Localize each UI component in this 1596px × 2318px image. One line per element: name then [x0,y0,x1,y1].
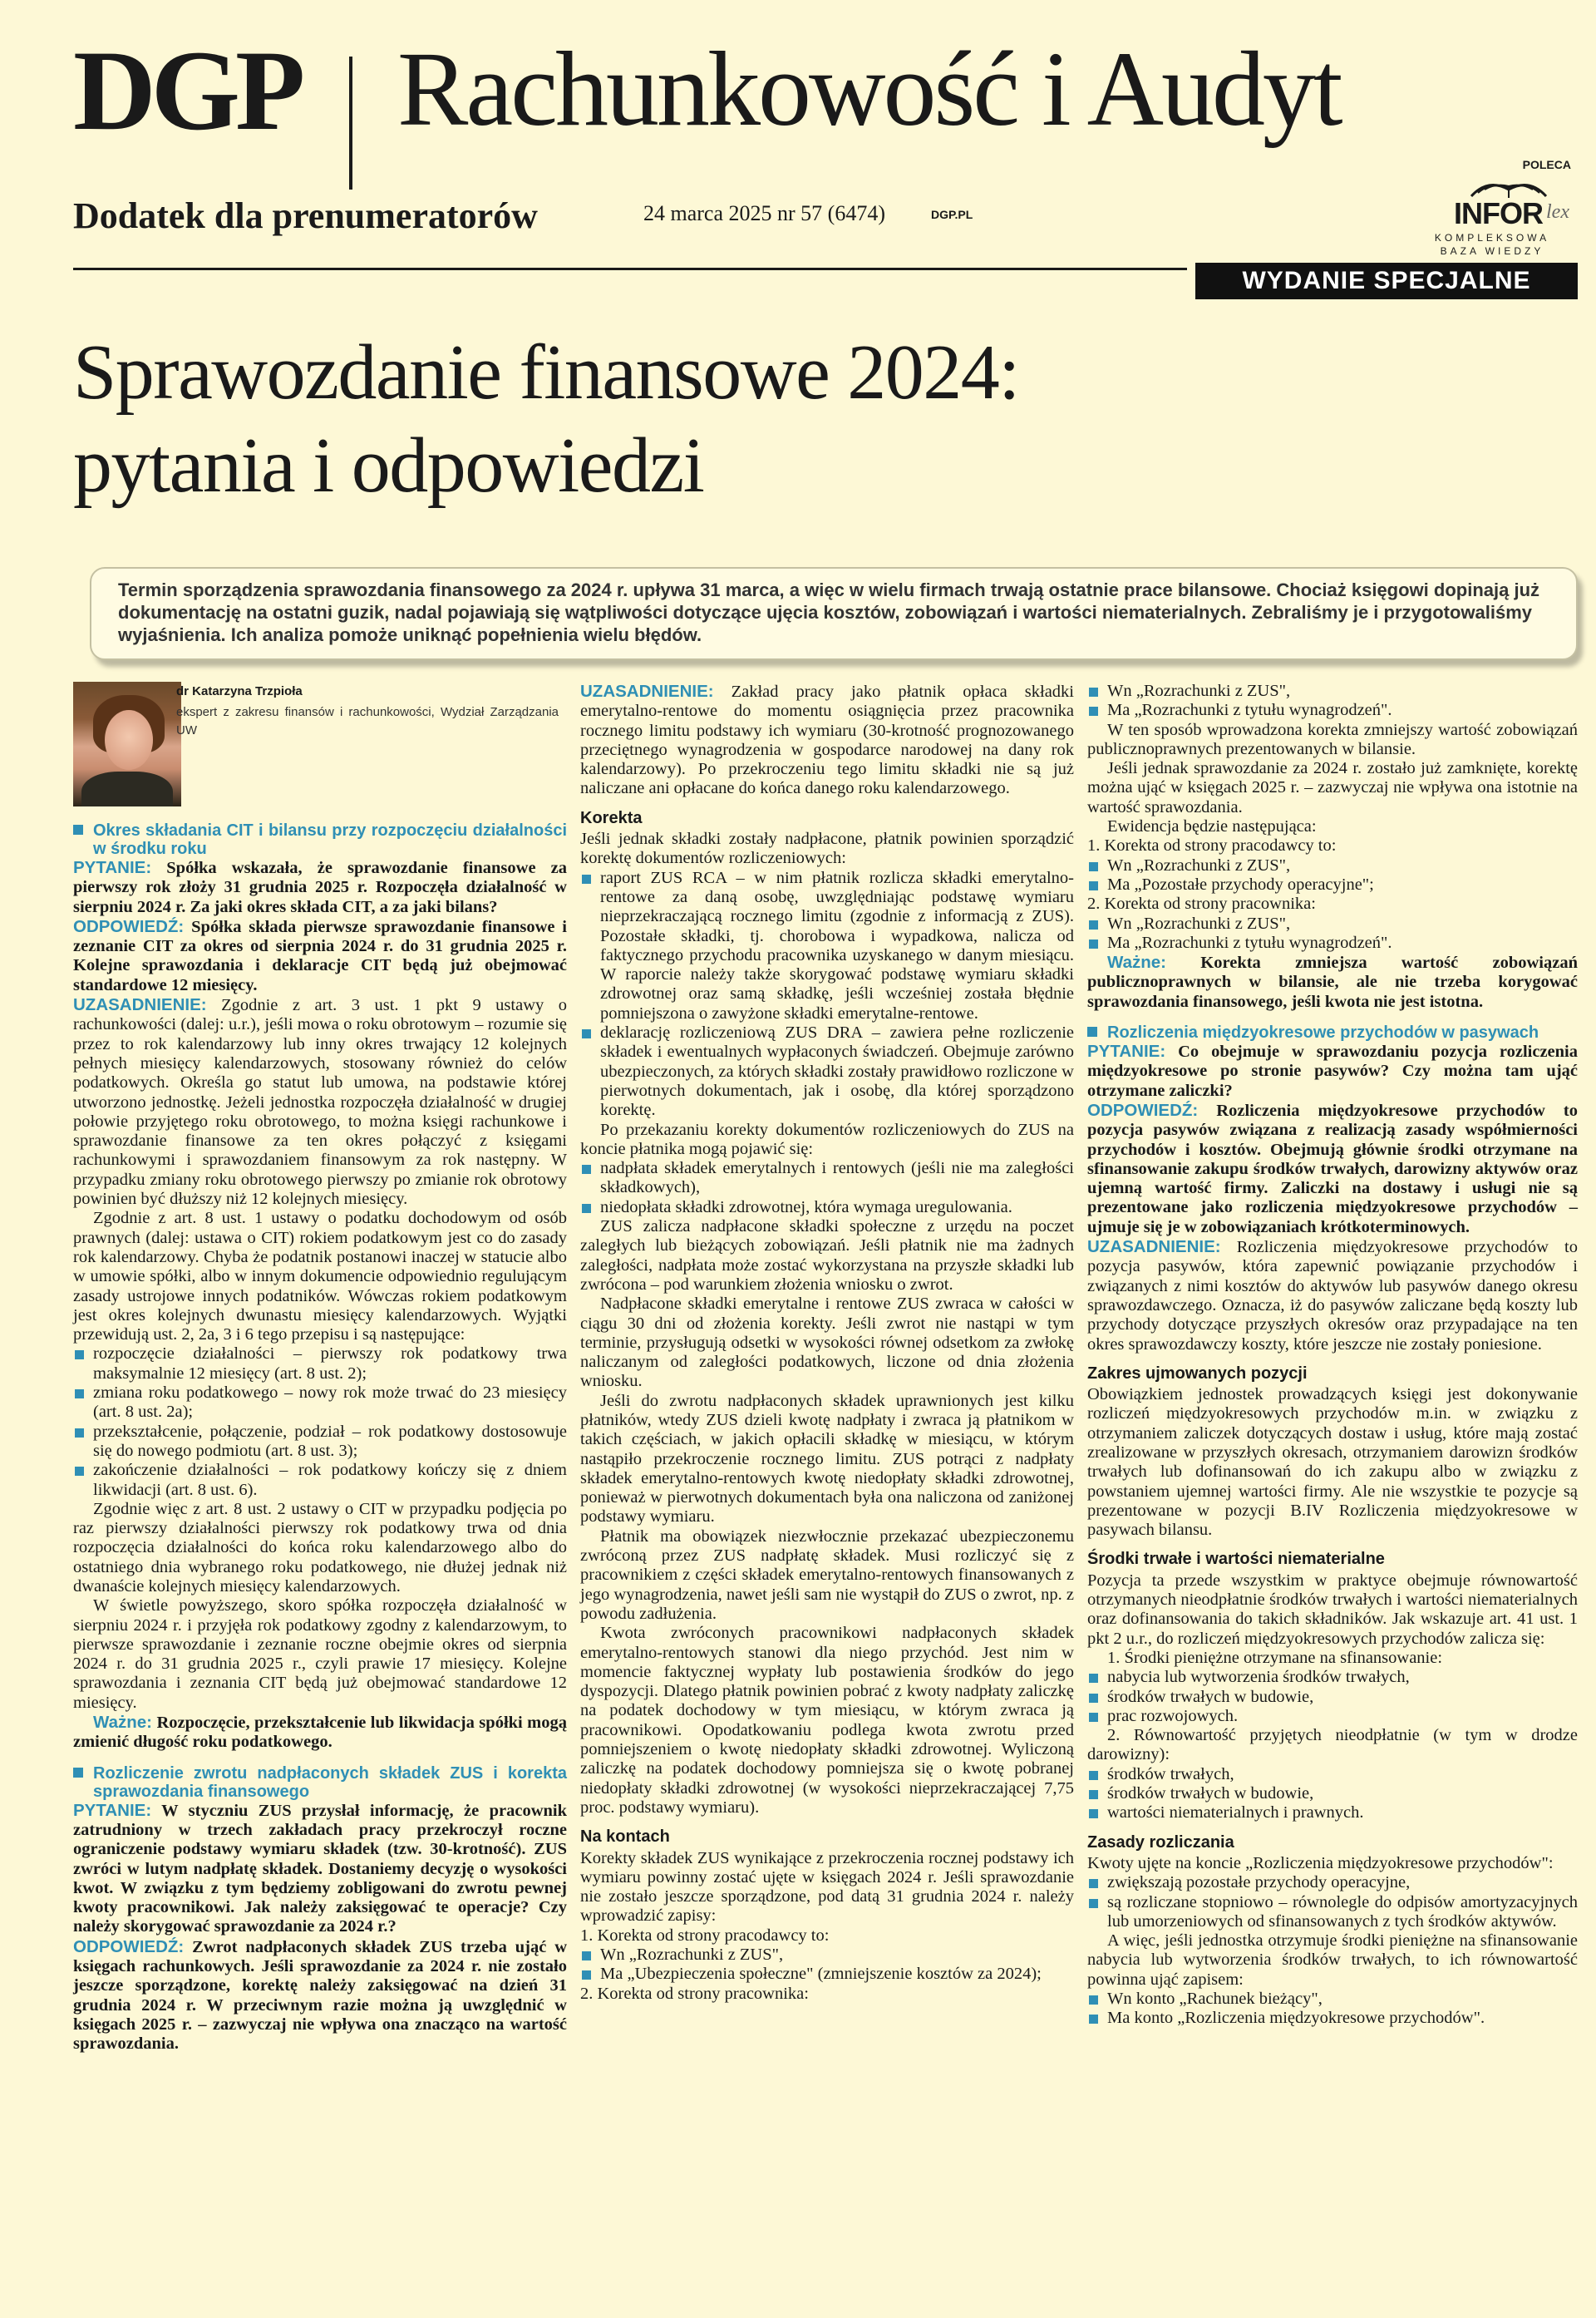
list-item: Ma konto „Rozliczenia międzyokresowe przychodów". [1087,2009,1578,2028]
recommends-label: POLECA [1522,158,1571,171]
square-bullet-icon [582,1951,591,1960]
paragraph: Płatnik ma obowiązek niezwłocznie przekazać ubezpieczonemu zwróconą przez ZUS nadpłatę składek. Musi rozliczyć się z pracownikiem z części składek emerytalno-rentowych finansowanych z jego wynagrodzenia, nawet jeśli sam nie wystąpił do ZUS o zwrot, np. z powodu zadłużenia. [580,1526,1074,1623]
square-bullet-icon [582,1204,591,1213]
paragraph: Zgodnie z art. 8 ust. 1 ustawy o podatku dochodowym od osób prawnych (dalej: ustawa o CIT) rokiem podatkowym jest co do zasady rok kalendarzowy. Chyba że podatnik postanowi inaczej w statucie albo w umowie spółki, albo w innym dokumencie odpowiednio regulującym zasady ustrojowe innych podatników. Wówczas rokiem podatkowym jest okres kolejnych dwunastu miesięcy kalendarzowych. Wyjątki przewidują ust. 2, 2a, 3 i 6 tego przepisu i są następujące: [73,1209,567,1344]
list-item: środków trwałych, [1087,1765,1578,1784]
paragraph: Pozycja ta przede wszystkim w praktyce obejmuje równowartość otrzymanych nieodpłatnie środków trwałych i wartości niematerialnych oraz dofinansowania do takich składników. Jak wskazuje art. 41 ust. 1 pkt 2 u.r., do rozliczeń międzyokresowych przychodów zalicza się: [1087,1571,1578,1648]
masthead-rule [73,268,1187,270]
square-bullet-icon [1089,707,1098,716]
paragraph: A więc, jeśli jednostka otrzymuje środki pieniężne na sfinansowanie nabycia lub wytworzenia środków trwałych, to ich równowartość powinna ująć zapisem: [1087,1931,1578,1989]
square-bullet-icon [1089,862,1098,871]
list-item: przekształcenie, połączenie, podział – rok podatkowy dostosowuje się do nowego podmiotu (art. 8 ust. 3); [73,1423,567,1462]
question: PYTANIE: Spółka wskazała, że sprawozdanie finansowe za pierwszy rok złoży 31 grudnia 2025 r. Rozpoczęła działalność w sierpniu 2024 r. Za jaki okres składa CIT, a za jaki bilans? [73,858,568,916]
list-item: niedopłata składki zdrowotnej, która wymaga uregulowania. [580,1198,1074,1217]
special-edition-badge: WYDANIE SPECJALNE [1195,263,1578,299]
list-item: Wn „Rozrachunki z ZUS", [1087,682,1578,701]
article-headline [73,326,1536,512]
square-bullet-icon [1089,1899,1098,1908]
topic-heading: Rozliczenie zwrotu nadpłaconych składek ZUS i korekta sprawozdania finansowego [73,1764,567,1801]
important-note: Ważne: Rozpoczęcie, przekształcenie lub likwidacja spółki mogą zmienić długość roku podatkowego. [73,1713,568,1752]
square-bullet-icon [1089,1790,1098,1799]
partner-logo-suffix: lex [1546,201,1569,223]
author-photo [73,682,181,806]
paragraph: Po przekazaniu korekty dokumentów rozliczeniowych do ZUS na koncie płatnika mogą pojawić się: [580,1120,1074,1158]
subheading: Środki trwałe i wartości niematerialne [1087,1550,1385,1569]
paragraph: Nadpłacone składki emerytalne i rentowe ZUS zwraca w całości w ciągu 30 dni od złożenia korekty. Jeśli zwrot nie nastąpi w tym terminie, przysługują odsetki w wysokości równej odsetkom za zwłokę naliczanym od zaległości podatkowych, liczone od dnia złożenia wniosku. [580,1295,1074,1391]
subline [73,170,1303,236]
brand-logo[interactable]: DGP [73,27,301,154]
list-item: zmiana roku podatkowego – nowy rok może trwać do 23 miesięcy (art. 8 ust. 2a); [73,1383,567,1423]
square-bullet-icon [1089,1713,1098,1722]
list-item: Ma „Rozrachunki z tytułu wynagrodzeń". [1087,701,1578,720]
article-lead: Termin sporządzenia sprawozdania finansowego za 2024 r. upływa 31 marca, a więc w wielu firmach trwają ostatnie prace bilansowe. Chociaż księgowi dopinają już dokumentację na ostatni guzik, nadal pojawiają się wątpliwości dotyczące ujęcia kosztów, zobowiązań i wartości niematerialnych. Zebraliśmy je i przygotowaliśmy wyjaśnienia. Ich analiza pomoże uniknąć popełnienia wielu błędów. [90,567,1578,660]
square-bullet-icon [582,875,591,884]
square-bullet-icon [582,1029,591,1038]
list-item: nabycia lub wytworzenia środków trwałych, [1087,1668,1578,1687]
list-item: zwiększają pozostałe przychody operacyjne, [1087,1873,1578,1892]
paragraph: Jeśli do zwrotu nadpłaconych składek uprawnionych jest kilku płatników, wtedy ZUS dzieli kwotę nadpłaty i zwraca ją płatnikom w takich częściach, w jakich opłacili składkę w miesiącu, w którym nastąpiło przekroczenie rocznego limitu. ZUS potrąci z nadpłaty składek emerytalno-rentowych kwotę niedopłaty składki zdrowotnej, ponieważ w pierwotnych dokumentach była ona naliczona od zaniżonej podstawy wymiaru. [580,1391,1074,1526]
paragraph: Kwoty ujęte na koncie „Rozliczenia międzyokresowe przychodów": [1087,1853,1554,1872]
subheading: Korekta [580,808,643,827]
justification: UZASADNIENIE: Rozliczenia międzyokresowe przychodów to pozycja pasywów, która zapewnić powiązanie przychodów i związanych z nimi kosztów do aktywów lub pasywów danego okresu sprawozdawczego. Oznacza, iż do pasywów zaliczane będą koszty lub przychody dotyczące przyszłych okresów oraz przypadające na ten okres sprawozdawczy koszty, które jeszcze nie zostały poniesione. [1087,1237,1578,1354]
topic-heading: Rozliczenia międzyokresowe przychodów w pasywach [1087,1023,1578,1042]
square-bullet-icon [1089,688,1098,697]
paragraph: 1. Korekta od strony pracodawcy to: [580,1926,830,1945]
article-body [0,682,1596,2303]
list-item: środków trwałych w budowie, [1087,1688,1578,1707]
square-bullet-icon [1089,1674,1098,1683]
paragraph: ZUS zalicza nadpłacone składki społeczne z urzędu na poczet zaległych lub bieżących zobowiązań. Jeśli płatnik nie ma żadnych zaległości, nadpłata może zostać wykorzystana na przyszłe składki lub zwrócona – pod warunkiem złożenia wniosku o zwrot. [580,1217,1074,1294]
answer: ODPOWIEDŹ: Spółka składa pierwsze sprawozdanie finansowe i zeznanie CIT za okres od sierpnia 2024 r. do 31 grudnia 2025 r. Kolejne sprawozdania i deklaracje CIT będą już obejmować standardowe 12 miesięcy. [73,916,567,994]
list-item: są rozliczane stopniowo – równolegle do odpisów amortyzacyjnych lub umorzeniowych od sfinansowanych z tych środków aktywów. [1087,1893,1578,1932]
column-2 [580,682,1074,2004]
square-bullet-icon [1089,1809,1098,1818]
partner-tagline: KOMPLEKSOWA BAZA WIEDZY [1434,232,1550,257]
list-item: Ma „Pozostałe przychody operacyjne"; [1087,875,1578,895]
subheading: Zakres ujmowanych pozycji [1087,1364,1308,1383]
list-item: Wn „Rozrachunki z ZUS", [580,1946,1074,1965]
square-bullet-icon [75,1428,84,1438]
supplement-label: Dodatek dla prenumeratorów [73,195,538,236]
list-item: Wn „Rozrachunki z ZUS", [1087,915,1578,934]
answer: ODPOWIEDŹ: Zwrot nadpłaconych składek ZUS trzeba ująć w księgach rachunkowych. Jeśli sprawozdanie za 2024 r. nie zostało jeszcze sporządzone, korektę należy zaksięgować na dzień 31 grudnia 2024 r. W przeciwnym razie można ją uwzględnić w księgach 2025 r. – zazwyczaj nie wpływa ona znacząco na wartość sprawozdania. [73,1936,567,2054]
list-item: Ma „Rozrachunki z tytułu wynagrodzeń". [1087,934,1578,953]
list-item: środków trwałych w budowie, [1087,1784,1578,1803]
square-bullet-icon [1089,940,1098,949]
square-bullet-icon [1087,1027,1097,1037]
square-bullet-icon [75,1467,84,1476]
square-bullet-icon [582,1970,591,1980]
column-3 [1087,682,1578,2029]
square-bullet-icon [73,825,83,835]
section-title: Rachunkowość i Audyt [397,30,1341,148]
square-bullet-icon [1089,1771,1098,1780]
headline-line-1: Sprawozdanie finansowe 2024: [73,329,1019,416]
partner-logo[interactable]: INFOR [1454,196,1543,230]
list-item: Wn konto „Rachunek bieżący", [1087,1990,1578,2009]
square-bullet-icon [1089,2015,1098,2024]
important-note: Ważne: Korekta zmniejsza wartość zobowiązań publicznoprawnych w bilansie, ale nie trzeba korygować sprawozdania finansowego, jeśli kwota nie jest istotna. [1087,953,1578,1011]
paragraph: Kwota zwróconych pracownikowi nadpłaconych składek emerytalno-rentowych stanowi dla niego przychód. Jest nim w momencie faktycznej wypłaty lub postawienia środków do jego dyspozycji. Dlatego płatnik powinien pobrać z kwoty nadpłaty zaliczkę na podatek dochodowy w tym miesiącu, w którym zwraca ją pracownikowi. Opodatkowaniu podlega kwota zwrotu przed pomniejszeniem o kwotę niedopłaty składki zdrowotnej. Wyliczoną zaliczkę na podatek dochodowy pomniejsza się o kwotę pobranej niedopłaty składki zdrowotnej (w wysokości nieprzekraczającej 7,75 proc. podstawy wymiaru). [580,1624,1074,1817]
paragraph: Obowiązkiem jednostek prowadzących księgi jest dokonywanie rozliczeń międzyokresowych przychodów m.in. w związku z otrzymaniem zaliczek dotyczących dostaw i usług, które mają zostać zrealizowane w przyszłych okresach, otrzymaniem darowizn środków trwałych lub dofinansowań do ich zakupu albo w związku z powstaniem ujemnej wartości firmy. Ale nie wszystkie te pozycje są prezentowane w pozycji B.IV Rozliczenia międzyokresowe w pasywach bilansu. [1087,1385,1578,1540]
square-bullet-icon [73,1768,83,1778]
author-bio: ekspert z zakresu finansów i rachunkowości, Wydział Zarządzania UW [176,705,559,737]
headline-line-2: pytania i odpowiedzi [73,422,704,509]
subheading: Zasady rozliczania [1087,1832,1234,1852]
square-bullet-icon [1089,920,1098,930]
list-item: Wn „Rozrachunki z ZUS", [1087,856,1578,875]
column-1 [73,682,567,2054]
paragraph: Jeśli jednak sprawozdanie za 2024 r. zostało już zamknięte, korektę można ująć w księgach 2025 r. – zazwyczaj nie wpływa ona istotnie na wartość sprawozdania. [1087,759,1578,816]
paragraph: Zgodnie więc z art. 8 ust. 2 ustawy o CIT w przypadku podjęcia po raz pierwszy działalności pierwszy rok podatkowy trwa od dnia rozpoczęcia działalności do końca roku kalendarzowego albo do ostatniego dnia wybranego roku podatkowego, nie dłużej jednak niż dwanaście kolejnych miesięcy kalendarzowych. [73,1499,567,1595]
open-book-icon [1463,171,1554,200]
paragraph: W ten sposób wprowadzona korekta zmniejszy wartość zobowiązań publicznoprawnych prezentowanych w bilansie. [1087,720,1578,758]
subheading: Na kontach [580,1827,670,1847]
square-bullet-icon [75,1389,84,1398]
paragraph: Ewidencja będzie następująca: [1107,817,1317,836]
paragraph: 2. Równowartość przyjętych nieodpłatnie (w tym w drodze darowizny): [1087,1726,1578,1764]
list-item: zakończenie działalności – rok podatkowy kończy się z dniem likwidacji (art. 8 ust. 6). [73,1461,567,1500]
question: PYTANIE: Co obejmuje w sprawozdaniu pozycja rozliczenia międzyokresowe po stronie pasywów? Czy można tam ująć otrzymane zaliczki? [1087,1042,1579,1100]
square-bullet-icon [1089,1694,1098,1703]
topic-heading: Okres składania CIT i bilansu przy rozpoczęciu działalności w środku roku [73,821,567,858]
square-bullet-icon [1089,881,1098,890]
square-bullet-icon [1089,1995,1098,2005]
list-item: nadpłata składek emerytalnych i rentowych (jeśli nie ma zaległości składkowych), [580,1159,1074,1198]
list-item: raport ZUS RCA – w nim płatnik rozlicza składki emerytalno-rentowe za daną osobę, uwzględniając podstawę wymiaru nieprzekraczającą rocznego limitu (zgodnie z informacją z ZUS). Pozostałe składki, tj. chorobowa i wypadkowa, nalicza od faktycznego przychodu pracownika uzyskanego w danym miesiącu. W raporcie należy także skorygować podstawę wymiaru składki zdrowotnej oraz samą składkę, jeśli wcześniej została błędnie pomniejszona o zawyżone składki emerytalne-rentowe. [580,869,1074,1023]
partner-block [1413,158,1571,266]
author-name: dr Katarzyna Trzpioła [176,684,303,698]
list-item: wartości niematerialnych i prawnych. [1087,1803,1578,1822]
list-item: prac rozwojowych. [1087,1707,1578,1726]
paragraph: 2. Korekta od strony pracownika: [1087,895,1316,914]
list-item: rozpoczęcie działalności – pierwszy rok podatkowy trwa maksymalnie 12 miesięcy (art. 8 ust. 2); [73,1344,567,1383]
paragraph: W świetle powyższego, skoro spółka rozpoczęła działalność w sierpniu 2024 r. i przyjęła rok podatkowy zgodny z kalendarzowym, to pierwsze sprawozdanie i zeznanie roczne obejmie okres od sierpnia 2024 r. do 31 grudnia 2025 r., czyli prawie 17 miesięcy. Kolejne sprawozdania i zeznania CIT będą już obejmować standardowe 12 miesięcy. [73,1596,567,1712]
site-link[interactable]: DGP.PL [931,208,973,221]
square-bullet-icon [75,1350,84,1359]
paragraph: Korekty składek ZUS wynikające z przekroczenia rocznej podstawy ich wymiaru powinny zostać ujęte w księgach 2024 r. Jeśli sprawozdanie nie zostało jeszcze sporządzone, pod datą 31 grudnia 2024 r. należy wprowadzić zapisy: [580,1848,1074,1926]
justification: UZASADNIENIE: Zakład pracy jako płatnik opłaca składki emerytalno-rentowe do momentu osiągnięcia przez pracownika rocznego limitu podstawy ich wymiaru (30-krotność prognozowanego przeciętnego wynagrodzenia w gospodarce narodowej na dany rok kalendarzowy). Po przekroczeniu tego limitu składki nie są już naliczane ani opłacane do końca danego roku kalendarzowego. [580,682,1075,798]
list-item: deklarację rozliczeniową ZUS DRA – zawiera pełne rozliczenie składek i ewentualnych wypłaconych świadczeń. Obejmuje zarówno ubezpieczonych, za których składki zostały prawidłowo rozliczone w pierwotnych dokumentach, jak i osobę, dla której sporządzono korektę. [580,1023,1074,1120]
issue-date: 24 marca 2025 nr 57 (6474) [643,201,885,225]
paragraph: Jeśli jednak składki zostały nadpłacone, płatnik powinien sporządzić korektę dokumentów rozliczeniowych: [580,830,1074,868]
justification: UZASADNIENIE: Zgodnie z art. 3 ust. 1 pkt 9 ustawy o rachunkowości (dalej: u.r.), jeśli mowa o roku obrotowym – rozumie się przez to rok kalendarzowy lub inny okres trwający 12 kolejnych pełnych miesięcy kalendarzowych, stosowany również do celów podatkowych. Określa go statut lub umowa, na podstawie której utworzono jednostkę. Jeżeli jednostka rozpoczęła działalność w drugiej połowie przyjętego roku obrotowego, to można księgi rachunkowe i sprawozdanie finansowe za ten okres połączyć z księgami rachunkowymi i sprawozdaniem finansowym za rok następny. W przypadku zmiany roku obrotowego pierwszy po zmianie rok obrotowy powinien być dłuższy niż 12 kolejnych miesięcy. [73,995,568,1209]
question: PYTANIE: W styczniu ZUS przysłał informację, że pracownik zatrudniony w trzech zakładach pracy przekroczył roczne ograniczenie podstawy wymiaru składek (tzw. 30-krotność). ZUS zwróci w lutym nadpłatę składek. Dostaniemy decyzję o wysokości kwot. W związku z tym będziemy zobligowani do zwrotu pewnej kwoty pracownikowi. Jak należy zaksięgować te operacje? Czy należy skorygować sprawozdanie za 2024 r.? [73,1800,567,1936]
paragraph: 2. Korekta od strony pracownika: [580,1984,809,2003]
answer: ODPOWIEDŹ: Rozliczenia międzyokresowe przychodów to pozycja pasywów związana z realizacją zasady współmierności przychodów i kosztów. Obejmują głównie środki otrzymane na sfinansowanie zakupu środków trwałych, darowizny aktywów oraz ujemną wartość firmy. Zaliczki na dostawy i usługi nie są prezentowane jako rozliczenia międzyokresowe przychodów – ujmuje się je w zobowiązaniach krótkoterminowych. [1087,1100,1578,1236]
paragraph: 1. Korekta od strony pracodawcy to: [1087,836,1337,856]
list-item: Ma „Ubezpieczenia społeczne" (zmniejszenie kosztów za 2024); [580,1965,1074,1984]
square-bullet-icon [1089,1879,1098,1888]
paragraph: 1. Środki pieniężne otrzymane na sfinansowanie: [1107,1648,1443,1667]
square-bullet-icon [582,1165,591,1174]
author-box [73,682,567,810]
